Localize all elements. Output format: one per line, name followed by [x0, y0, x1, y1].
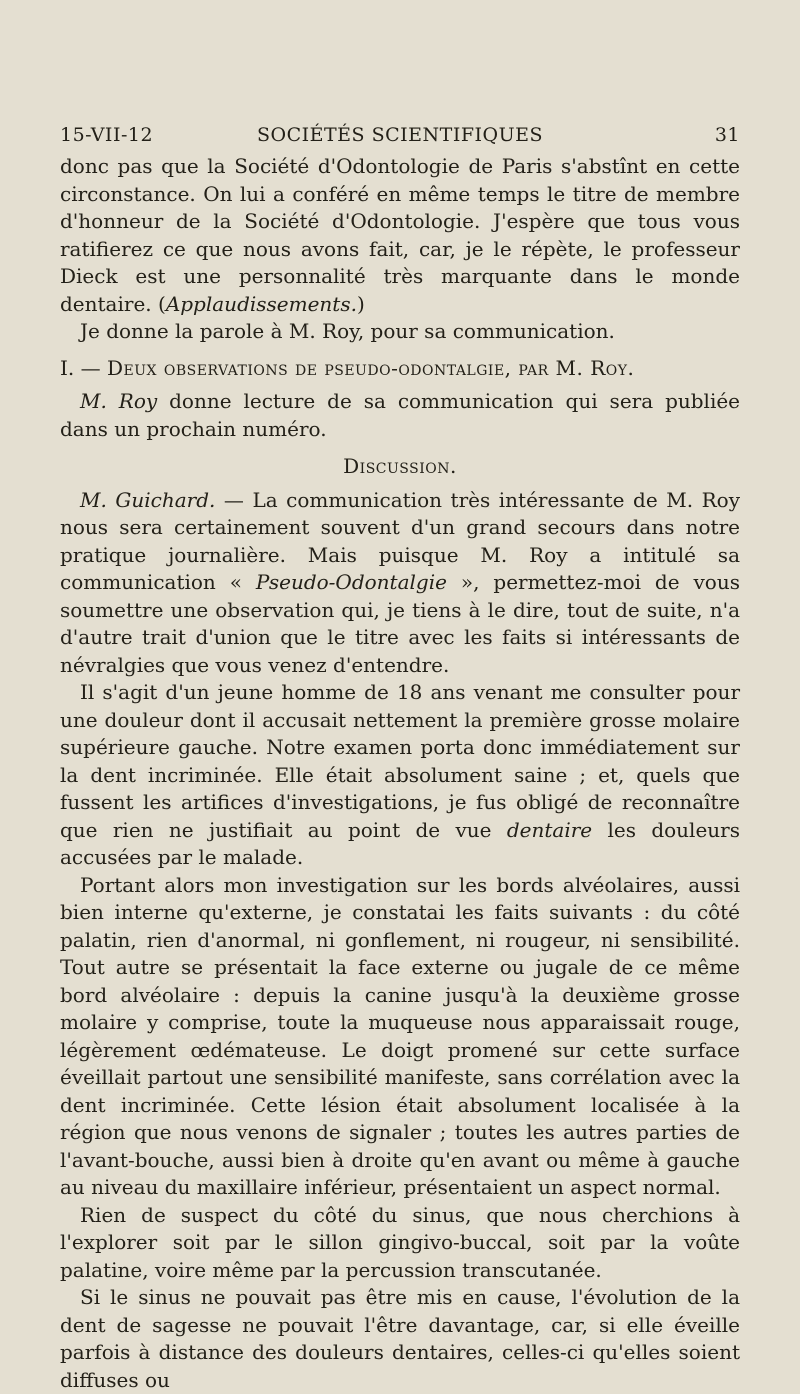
applause-note: Applaudissements. [165, 291, 357, 316]
body-text [60, 153, 740, 1394]
section-title-text: Deux observations de pseudo-odontalgie, par M. Roy. [106, 355, 635, 380]
header-date: 15-VII-12 [60, 124, 154, 146]
give-floor-paragraph: Je donne la parole à M. Roy, pour sa communication. [80, 319, 615, 343]
section-number: I. — [60, 355, 101, 380]
speaker-roy: M. Roy [80, 389, 158, 413]
roy-reading-paragraph [60, 388, 740, 443]
running-header [60, 124, 740, 154]
term-dentaire: dentaire [506, 817, 593, 842]
opening-paragraph: donc pas que la Société d'Odontologie de Paris s'abstînt en cette circonstance. On lui a conféré en même temps le titre de membre d'honneur de la Société d'Odontologie. J'espère que tous vous ratifierez ce que nous avons fait, car, je le répète, le professeur Dieck est une personnalité très marquante dans le monde dentaire. (Applaudissements.) [60, 154, 740, 316]
speaker-guichard: M. Guichard. [80, 487, 216, 512]
opening-text: donc pas que la Société d'Odontologie de Paris s'abstînt en cette circonstance. On lui a conféré en même temps le titre de membre d'honneur de la Société d'Odontologie. J'espère que tous vous ratifierez ce que nous avons fait, car, je le répète, le professeur Dieck est une personnalité très marquante dans le monde dentaire. [60, 154, 740, 316]
investigation-paragraph: Portant alors mon investigation sur les bords alvéolaires, aussi bien interne qu'externe, je constatai les faits suivants : du côté palatin, rien d'anormal, ni gonflement, ni rougeur, ni sensibilité. Tout autre se présentait la face externe ou jugale de ce même bord alvéolaire : depuis la canine jusqu'à la deuxième grosse molaire y comprise, toute la muqueuse nous apparaissait rouge, légèrement œdémateuse. Le doigt promené sur cette surface éveillait partout une sensibilité manifeste, sans corrélation avec la dent incriminée. Cette lésion était absolument localisée à la région que nous venons de signaler ; toutes les autres parties de l'avant-bouche, aussi bien à droite qu'en avant ou même à gauche au niveau du maxillaire inférieur, présentaient un aspect normal. [60, 872, 740, 1199]
wisdom-tooth-paragraph: Si le sinus ne pouvait pas être mis en cause, l'évolution de la dent de sagesse ne pouvait l'être davantage, car, si elle éveille parfois à distance des douleurs dentaires, celles-ci qu'elles soient diffuses ou [60, 1285, 740, 1392]
sinus-paragraph: Rien de suspect du côté du sinus, que nous cherchions à l'explorer soit par le sillon gingivo-buccal, soit par la voûte palatine, voire même par la percussion transcutanée. [60, 1202, 740, 1282]
case-text-2: les douleurs accusées par le malade. [60, 817, 740, 869]
guichard-text-2: », permettez-moi de vous soumettre une observation qui, je tiens à le dire, tout de suite, n'a d'autre trait d'union que le titre avec les faits si intéressants de névralgies que vous venez d'entendre. [60, 570, 740, 677]
discussion-heading: Discussion. [343, 454, 457, 478]
guichard-paragraph [60, 487, 740, 680]
guichard-text-1: — La communication très intéressante de M. Roy nous sera certainement souvent d'un grand secours dans notre pratique journalière. Mais puisque M. Roy a intitulé sa communication « [60, 487, 740, 594]
case-paragraph [60, 679, 740, 872]
page-number: 31 [714, 124, 740, 146]
case-text-1: Il s'agit d'un jeune homme de 18 ans venant me consulter pour une douleur dont il accusait nettement la première grosse molaire supérieure gauche. Notre examen porta donc immédiatement sur la dent incriminée. Elle était absolument saine ; et, quels que fussent les artifices d'investigations, je fus obligé de reconnaître que rien ne justifiait au point de vue [60, 680, 740, 842]
roy-reading-text: donne lecture de sa communication qui sera publiée dans un prochain numéro. [60, 389, 741, 441]
header-running-title: SOCIÉTÉS SCIENTIFIQUES [257, 124, 543, 146]
term-pseudo-odontalgie: Pseudo-Odontalgie [255, 570, 447, 594]
section-title [60, 355, 740, 383]
